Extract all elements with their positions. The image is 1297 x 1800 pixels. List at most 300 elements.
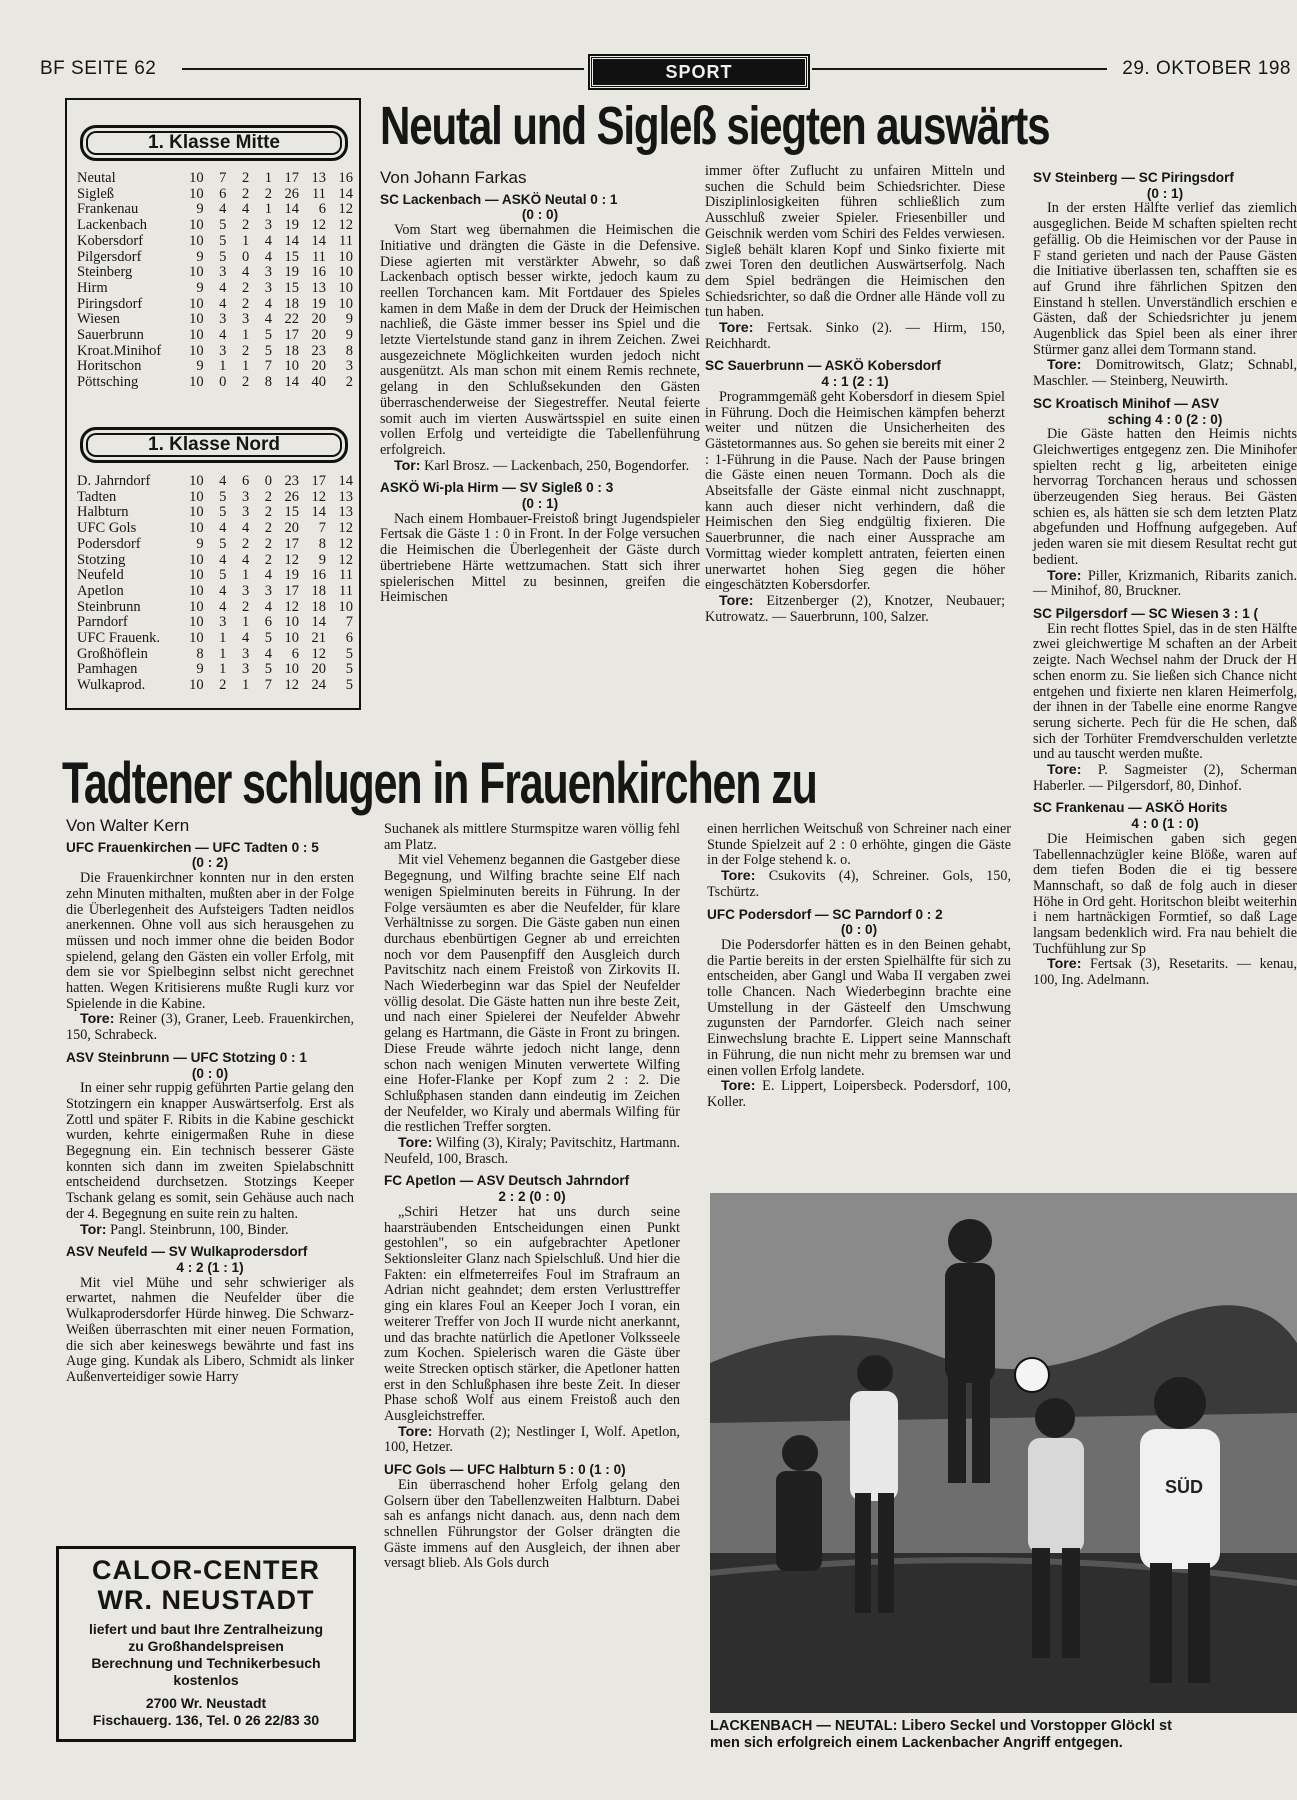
stat-cell: 3 (345, 358, 353, 375)
paragraph: In einer sehr ruppig geführten Partie gelang den Stotzingern ein knapper Auswärtserfolg. Erst als Zottl und später F. Ribits in die Kabine geschickt wurden, kehrte einigermaßen Ruhe in diese Begegnung ein. Ein technisch besserer Gäste konnten sich dann im zweiten Spielabschnitt entscheidend durchsetzen. Stotzings Keeper Tschank gelang es somit, sein Gehäuse auch nach der 4. Begegnung en suite rein zu halten. (66, 1080, 354, 1222)
scorers-label: Tore: (721, 1078, 756, 1095)
league-row (77, 281, 353, 297)
league-row (77, 171, 353, 187)
scorers-text: Karl Brosz. — Lackenbach, 250, Bogendorfer. (424, 457, 690, 474)
team-name: Podersdorf (77, 535, 141, 552)
league-row (77, 615, 353, 631)
match-score: 4 : 1 (2 : 1) (821, 374, 889, 390)
stat-cell: 14 (338, 473, 353, 489)
match-score: sching 4 : 0 (2 : 0) (1107, 411, 1223, 427)
scorers-line (384, 1425, 680, 1456)
stat-cell: 0 (241, 248, 250, 265)
stat-cell: 23 (311, 342, 326, 359)
stat-cell: 5 (264, 327, 272, 344)
stat-cell: 7 (345, 614, 353, 631)
stat-cell: 9 (196, 535, 204, 552)
stat-cell: 2 (264, 504, 272, 521)
match-heading: UFC Gols — UFC Halbturn 5 : 0 (1 : 0) (384, 1462, 626, 1478)
stat-cell: 6 (291, 645, 299, 662)
stat-cell: 5 (219, 535, 227, 552)
stat-cell: 8 (345, 342, 353, 359)
stat-cell: 9 (345, 311, 353, 328)
match-score: (0 : 1) (1146, 185, 1184, 201)
league-row (77, 662, 353, 678)
ad-line-3: liefert und baut Ihre Zentralheizung (88, 1621, 324, 1637)
stat-cell: 5 (264, 342, 272, 359)
stat-cell: 10 (189, 551, 204, 568)
stat-cell: 9 (196, 358, 204, 375)
scorers-line (384, 1136, 680, 1167)
team-name: Großhöflein (77, 645, 148, 662)
header-rule-left (182, 68, 584, 70)
scorers-label: Tore: (80, 1011, 115, 1028)
match-heading: ASKÖ Wi-pla Hirm — SV Sigleß 0 : 3 (380, 480, 614, 496)
league-nord-title: 1. Klasse Nord (80, 427, 348, 463)
scorers-text: P. Sagmeister (2), Scherman Haberler. — Pilgersdorf, 80, Dinhof. (1033, 762, 1297, 794)
article2-headline: Tadtener schlugen in Frauenkirchen zu (62, 751, 817, 816)
stat-cell: 4 (219, 201, 227, 218)
paragraph: Die Gäste hatten den Heimis nichts Gleichwertiges entgegenz zen. Die Minihofer spielten recht g lig, arbeiteten einige hervorrag Torchancen heraus und schossen überzeugenden Sieg heraus. Bei Gästen schien es, als hätten sie sch dem letzten Platz abgefunden und Hoffnung aufgegeben. Auf jeden waren sie mit diesem Resultat recht gut bedient. (1033, 426, 1297, 568)
article2-column-2 (384, 822, 680, 1572)
stat-cell: 17 (284, 582, 299, 599)
stat-cell: 3 (241, 488, 250, 505)
paragraph: Vom Start weg übernahmen die Heimischen die Initiative und drängten die Gäste in die Defensive. Diese agierten mit verstärkter Abwehr, so daß Lackenbach optisch besser wirkte, jedoch kaum zu reellen Torchancen kam. Mit Fortdauer des Spieles kamen in dem Maße in dem der Druck der Heimischen nachließ, die Gäste immer besser ins Spiel und die letzte Viertelstunde stand ganz in ihrem Zeichen. Zwei ausgezeichnete Möglichkeiten wurden jedoch nicht ausgenützt. Als man schon mit einem Remis rechnete, gelang in den Schlußsekunden den Gästen überraschenderweise der Siegestreffer. Neutal feierte somit auch im vierten Auswärtsspiel en suite einen vollen Erfolg und verteidigte die Tabellenführung erfolgreich. (380, 222, 700, 458)
stat-cell: 4 (264, 567, 272, 584)
stat-cell: 3 (241, 504, 250, 521)
stat-cell: 17 (284, 327, 299, 344)
stat-cell: 40 (311, 374, 326, 391)
stat-cell: 10 (338, 295, 353, 312)
stat-cell: 20 (284, 520, 299, 537)
stat-cell: 17 (311, 473, 326, 489)
team-name: UFC Frauenk. (77, 630, 160, 647)
stat-cell: 18 (311, 598, 326, 615)
team-name: Tadten (77, 488, 117, 505)
team-name: Steinberg (77, 264, 133, 281)
match-score: (0 : 0) (521, 207, 559, 223)
stat-cell: 4 (241, 264, 250, 281)
caption-line-2: men sich erfolgreich einem Lackenbacher Angriff entgegen. (710, 1735, 1123, 1751)
stat-cell: 1 (264, 201, 272, 218)
stat-cell: 8 (264, 374, 272, 391)
team-name: Halbturn (77, 504, 129, 521)
stat-cell: 0 (264, 473, 272, 489)
page-label: BF SEITE 62 (40, 58, 157, 79)
ad-line-2: WR. NEUSTADT (97, 1585, 315, 1615)
header-rule-right (812, 68, 1107, 70)
stat-cell: 5 (219, 248, 227, 265)
stat-cell: 26 (284, 185, 299, 202)
stat-cell: 1 (219, 661, 227, 678)
league-row (77, 265, 353, 281)
stat-cell: 1 (264, 170, 272, 186)
stat-cell: 4 (219, 279, 227, 296)
stat-cell: 3 (241, 582, 250, 599)
paragraph: Die Frauenkirchner konnten nur in den ersten zehn Minuten mithalten, mußten aber in der Folge die Überlegenheit des Aufsteigers Tadten neidlos anerkennen. Ohne voll aus sich herausgehen zu müssen und noch immer ohne die beiden Bodor spielend, gelang den Gästen ein voller Erfolg, mit dem sie vor Spielbeginn selbst nicht gerechnet hatten. Wegen Kritisierens mußte Rugli kurz vor Spielende in die Kabine. (66, 870, 354, 1012)
scorers-label: Tore: (398, 1423, 433, 1440)
team-name: Pilgersdorf (77, 248, 142, 265)
match-heading: SC Pilgersdorf — SC Wiesen 3 : 1 ( (1033, 605, 1258, 621)
stat-cell: 2 (241, 535, 250, 552)
stat-cell: 1 (241, 614, 250, 631)
stat-cell: 15 (284, 279, 299, 296)
scorers-text: Eitzenberger (2), Knotzer, Neubauer; Kutrowatz. — Sauerbrunn, 100, Salzer. (705, 592, 1006, 625)
stat-cell: 19 (311, 295, 326, 312)
stat-cell: 10 (189, 473, 204, 489)
stat-cell: 2 (264, 520, 272, 537)
stat-cell: 9 (345, 327, 353, 344)
stat-cell: 2 (241, 170, 250, 186)
stat-cell: 10 (189, 170, 204, 186)
league-row (77, 328, 353, 344)
stat-cell: 4 (241, 201, 250, 218)
stat-cell: 18 (311, 582, 326, 599)
stat-cell: 10 (284, 630, 299, 647)
league-row (77, 234, 353, 250)
stat-cell: 4 (264, 295, 272, 312)
stat-cell: 5 (219, 504, 227, 521)
team-name: Pöttsching (77, 374, 139, 391)
stat-cell: 3 (264, 264, 272, 281)
stat-cell: 10 (189, 614, 204, 631)
stat-cell: 16 (311, 567, 326, 584)
stat-cell: 2 (241, 217, 250, 234)
league-row (77, 218, 353, 234)
stat-cell: 3 (264, 582, 272, 599)
stat-cell: 6 (241, 473, 250, 489)
team-name: Kroat.Minihof (77, 342, 162, 359)
league-row (77, 537, 353, 553)
scorers-line (707, 1079, 1011, 1110)
scorers-label: Tore: (721, 868, 756, 885)
stat-cell: 20 (311, 327, 326, 344)
scorers-line (1033, 358, 1297, 389)
article2-column-3 (707, 822, 1011, 1111)
stat-cell: 10 (189, 630, 204, 647)
league-row (77, 202, 353, 218)
team-name: Wulkaprod. (77, 677, 146, 694)
stat-cell: 10 (338, 264, 353, 281)
stat-cell: 17 (284, 170, 299, 186)
team-name: Neutal (77, 170, 116, 186)
stat-cell: 0 (219, 374, 227, 391)
league-row (77, 474, 353, 490)
ad-line-6: kostenlos (173, 1672, 239, 1688)
stat-cell: 26 (284, 488, 299, 505)
stat-cell: 10 (189, 677, 204, 694)
stat-cell: 22 (284, 311, 299, 328)
stat-cell: 10 (189, 504, 204, 521)
team-name: D. Jahrndorf (77, 473, 151, 489)
scorers-line (1033, 957, 1297, 988)
stat-cell: 12 (338, 217, 353, 234)
stat-cell: 2 (264, 488, 272, 505)
caption-text: Libero Seckel und Vorstopper Glöckl st (901, 1718, 1172, 1734)
team-name: Neufeld (77, 567, 124, 584)
stat-cell: 2 (241, 374, 250, 391)
stat-cell: 2 (241, 342, 250, 359)
scorers-label: Tore: (719, 320, 754, 337)
match-heading: UFC Frauenkirchen — UFC Tadten 0 : 5 (66, 839, 319, 855)
stat-cell: 14 (311, 614, 326, 631)
team-name: Sauerbrunn (77, 327, 144, 344)
stat-cell: 11 (339, 567, 353, 584)
calor-center-ad (56, 1546, 356, 1742)
league-row (77, 490, 353, 506)
stat-cell: 1 (241, 358, 250, 375)
stat-cell: 10 (189, 582, 204, 599)
league-row (77, 187, 353, 203)
stat-cell: 10 (189, 374, 204, 391)
stat-cell: 7 (318, 520, 326, 537)
match-score: 2 : 2 (0 : 0) (498, 1189, 566, 1205)
stat-cell: 17 (284, 535, 299, 552)
stat-cell: 4 (264, 598, 272, 615)
stat-cell: 15 (284, 248, 299, 265)
scorers-label: Tore: (719, 592, 754, 609)
paragraph: einen herrlichen Weitschuß von Schreiner nach einer Stunde Spielzeit auf 2 : 0 erhöhte, gingen die Gäste in der Folge stehend k. o. (707, 821, 1011, 869)
article1-column-2 (705, 164, 1005, 625)
stat-cell: 7 (264, 677, 272, 694)
scorers-text: Piller, Krizmanich, Ribarits zanich. — Minihof, 80, Bruckner. (1033, 567, 1297, 600)
ad-line-5: Berechnung und Technikerbesuch (91, 1655, 321, 1671)
scorers-text: Fertsak (3), Resetarits. — kenau, 100, Ing. Adelmann. (1033, 956, 1297, 989)
league-mitte-table (77, 171, 353, 391)
stat-cell: 3 (219, 614, 227, 631)
league-row (77, 631, 353, 647)
stat-cell: 10 (189, 342, 204, 359)
paragraph: Mit viel Mühe und sehr schwieriger als erwartet, nahmen die Neufelder über die Wulkaprodersdorfer Hürde hinweg. Die Schwarz-Weißen überraschten mit einer neuen Formation, die sich aber keineswegs bewährte und fast ins Auge ging. Kundak als Libero, Schmidt als linker Außenverteidiger sowie Harry (66, 1274, 354, 1385)
stat-cell: 16 (311, 264, 326, 281)
league-row (77, 553, 353, 569)
stat-cell: 2 (241, 598, 250, 615)
paragraph: Die Podersdorfer hätten es in den Beinen gehabt, die Partie bereits in der ersten Spielhälfte für sich zu entscheiden, aber Gangl und Waba II vergaben zwei tolle Chancen. Nach Wiederbeginn brachte eine Umstellung in der Gästeelf den Umschwung zugunsten der Parndorfer. Gleich nach seiner Einwechslung brachte E. Lippert seine Mannschaft in Führung, die nun nicht mehr zu bremsen war und einen vollen Erfolg landete. (707, 936, 1011, 1079)
stat-cell: 2 (241, 279, 250, 296)
section-label: SPORT (590, 56, 808, 88)
stat-cell: 10 (189, 295, 204, 312)
team-name: Wiesen (77, 311, 120, 328)
stat-cell: 4 (219, 598, 227, 615)
team-name: Sigleß (77, 185, 115, 202)
league-row (77, 505, 353, 521)
league-nord-table (77, 474, 353, 694)
stat-cell: 3 (219, 342, 227, 359)
stat-cell: 21 (311, 630, 326, 647)
stat-cell: 3 (241, 645, 250, 662)
article1-column-3 (1033, 164, 1297, 989)
league-row (77, 584, 353, 600)
photo-caption (710, 1718, 1297, 1752)
stat-cell: 10 (284, 614, 299, 631)
article1-byline: Von Johann Farkas (380, 168, 527, 187)
article1-column-1 (380, 170, 700, 606)
match-heading: ASV Neufeld — SV Wulkaprodersdorf (66, 1244, 308, 1260)
stat-cell: 19 (284, 567, 299, 584)
stat-cell: 13 (311, 279, 326, 296)
scorers-label: Tore: (1047, 567, 1082, 584)
stat-cell: 5 (219, 232, 227, 249)
scorers-line (1033, 763, 1297, 794)
stat-cell: 1 (241, 327, 250, 344)
paragraph: Suchanek als mittlere Sturmspitze waren völlig fehl am Platz. (384, 821, 680, 853)
article1-headline: Neutal und Sigleß siegten auswärts (380, 96, 1050, 156)
stat-cell: 12 (284, 598, 299, 615)
stat-cell: 10 (338, 248, 353, 265)
stat-cell: 9 (196, 279, 204, 296)
league-row (77, 312, 353, 328)
stat-cell: 6 (345, 630, 353, 647)
stat-cell: 3 (241, 661, 250, 678)
match-score: (0 : 1) (521, 496, 559, 512)
match-score: 4 : 0 (1 : 0) (1131, 816, 1199, 832)
stat-cell: 24 (311, 677, 326, 694)
stat-cell: 2 (264, 535, 272, 552)
stat-cell: 18 (284, 342, 299, 359)
scorers-line (707, 869, 1011, 900)
league-row (77, 250, 353, 266)
stat-cell: 4 (219, 520, 227, 537)
paragraph: Ein recht flottes Spiel, das in de sten Hälfte zwei gleichwertige M schaften an der Arbeit zeigte. Nach Wechsel nahm der Druck der H schen enorm zu. Sie ließen sich Chance nicht entgehen und fixierte nen klaren Heimerfolg, der ihnen in der Tabelle eine enorme Rangve serung sicherte. Pech für die He schen, daß sich der Torhüter Fremdverschulden verletzte und au tauscht werden mußte. (1033, 620, 1297, 763)
match-score: (0 : 0) (191, 1065, 229, 1081)
stat-cell: 5 (345, 645, 353, 662)
scorers-label: Tore: (398, 1135, 433, 1152)
scorers-text: E. Lippert, Loipersbeck. Podersdorf, 100, Koller. (707, 1078, 1011, 1110)
stat-cell: 10 (284, 358, 299, 375)
jersey-text: SÜD (1165, 1477, 1204, 1497)
team-name: Kobersdorf (77, 232, 144, 249)
match-score: 4 : 2 (1 : 1) (176, 1259, 244, 1275)
match-heading: FC Apetlon — ASV Deutsch Jahrndorf (384, 1173, 630, 1189)
match-heading: SC Lackenbach — ASKÖ Neutal 0 : 1 (380, 191, 618, 207)
paragraph: Nach einem Hombauer-Freistoß bringt Jugendspieler Fertsak die Gäste 1 : 0 in Front. In der Folge versuchen die Heimischen die Überlegenheit der Gäste durch übertriebene Härte wettzumachen. Statt sich ihrer spielerischen Mittel zu besinnen, greifen die Heimischen (380, 510, 700, 606)
league-row (77, 521, 353, 537)
stat-cell: 10 (338, 598, 353, 615)
stat-cell: 11 (311, 185, 326, 202)
team-name: Piringsdorf (77, 295, 143, 312)
stat-cell: 18 (284, 295, 299, 312)
stat-cell: 13 (311, 170, 326, 186)
stat-cell: 13 (338, 504, 353, 521)
team-name: Parndorf (77, 614, 128, 631)
stat-cell: 2 (264, 551, 272, 568)
stat-cell: 9 (196, 661, 204, 678)
stat-cell: 1 (241, 567, 250, 584)
stat-cell: 10 (189, 311, 204, 328)
stat-cell: 10 (189, 185, 204, 202)
team-name: Frankenau (77, 201, 139, 218)
article2-column-1 (66, 818, 354, 1386)
stat-cell: 2 (264, 185, 272, 202)
stat-cell: 6 (264, 614, 272, 631)
stat-cell: 4 (264, 232, 272, 249)
stat-cell: 14 (284, 201, 299, 218)
stat-cell: 4 (241, 551, 250, 568)
stat-cell: 3 (219, 311, 227, 328)
stat-cell: 11 (311, 248, 326, 265)
stat-cell: 12 (338, 551, 353, 568)
stat-cell: 10 (284, 661, 299, 678)
football-icon (1015, 1358, 1049, 1392)
stat-cell: 5 (219, 567, 227, 584)
scorers-text: Pangl. Steinbrunn, 100, Binder. (110, 1221, 289, 1238)
scorers-label: Tore: (1047, 956, 1082, 973)
stat-cell: 10 (189, 232, 204, 249)
paragraph: Ein überraschend hoher Erfolg gelang den Golsern über den Tabellenzweiten Halbturn. Dabei sah es anfangs nicht danach. aus, denn nach dem schnellen Führungstor der Golser drängten die Gäste immens auf den Ausgleich, der ihnen aber versagt blieb. Als Gols durch (384, 1476, 680, 1572)
stat-cell: 5 (345, 661, 353, 678)
ad-line-8: Fischauerg. 136, Tel. 0 26 22/83 30 (92, 1712, 320, 1728)
stat-cell: 4 (219, 582, 227, 599)
scorers-line (705, 321, 1005, 352)
stat-cell: 5 (345, 677, 353, 694)
scorers-text: Fertsak. Sinko (2). — Hirm, 150, Reichhardt. (705, 320, 1006, 352)
stat-cell: 4 (219, 327, 227, 344)
stat-cell: 1 (219, 630, 227, 647)
stat-cell: 4 (219, 551, 227, 568)
stat-cell: 19 (284, 264, 299, 281)
paragraph: Die Heimischen gaben sich gegen Tabellennachzügler keine Blöße, waren auf dem tiefen Boden die ei tig bessere Mannschaft, so daß de folg auch in dieser Höhe in Ord geht. Horitschon bleibt weiterhin i nem hartnäckigen Formtief, so daß Lage langsam bedenklich wird. Fra nau behielt die Tuchfühlung zur Sp (1033, 830, 1297, 957)
stat-cell: 8 (196, 645, 204, 662)
match-heading: ASV Steinbrunn — UFC Stotzing 0 : 1 (66, 1049, 307, 1065)
league-row (77, 344, 353, 360)
stat-cell: 14 (284, 232, 299, 249)
scorers-label: Tor: (80, 1221, 107, 1238)
stat-cell: 5 (264, 630, 272, 647)
league-row (77, 647, 353, 663)
stat-cell: 23 (284, 473, 299, 489)
stat-cell: 2 (241, 295, 250, 312)
stat-cell: 14 (284, 374, 299, 391)
team-name: Apetlon (77, 582, 124, 599)
article2-byline: Von Walter Kern (66, 816, 190, 835)
scorers-line (1033, 569, 1297, 600)
stat-cell: 3 (264, 279, 272, 296)
scorers-text: Csukovits (4), Schreiner. Gols, 150, Tschürtz. (707, 868, 1012, 900)
caption-bold: LACKENBACH — NEUTAL: (710, 1718, 898, 1734)
stat-cell: 20 (311, 661, 326, 678)
league-row (77, 678, 353, 694)
stat-cell: 1 (219, 358, 227, 375)
stat-cell: 4 (264, 311, 272, 328)
league-row (77, 375, 353, 391)
match-score: (0 : 0) (840, 922, 878, 938)
league-row (77, 297, 353, 313)
football-scene-illustration (710, 1193, 1297, 1713)
paragraph: In der ersten Hälfte verlief das ziemlich ausgeglichen. Beide M schaften spielten recht gefällig. Ob die Heimischen vor der Pause in F stand gerieten und nach der Pause Gästen die Initiative überlassen ten, schafften sie es auf Grund ihre fährlichen Spitzen den Einstand h stellen. Unverständlich erschien e Gästen, daß der Schiedsrichter ju jenem Augenblick das Spiel been als einer ihrer Stürmer ganz allei dem Tormann stand. (1033, 200, 1297, 358)
stat-cell: 12 (284, 677, 299, 694)
stat-cell: 3 (219, 264, 227, 281)
stat-cell: 9 (196, 248, 204, 265)
stat-cell: 14 (311, 504, 326, 521)
stat-cell: 5 (219, 488, 227, 505)
paragraph: Mit viel Vehemenz begannen die Gastgeber diese Begegnung, und Wilfing brachte seine Elf nach wenigen Spielminuten bereits in Führung. In der Folge versäumten es aber die Neufelder, für klare Verhältnisse zu sorgen. Die Gäste gaben nun einen durchaus ebenbürtigen Gegner ab und erreichten noch vor dem Pausenpfiff den Ausgleich durch Pavitschitz nach einem Freistoß von Zirkovits II. Nach Wiederbeginn war das Spiel der Neufelder völlig desolat. Die Gäste hatten nun ihre beste Zeit, und nach einer Spielerei der Neufelder Abwehr gelang es Hartmann, die Gäste in Front zu bringen. Diese Freude währte jedoch nicht lange, denn schon nach wenigen Minuten verwertete Wilfing eine Hofer-Flanke per Kopf zum 2 : 2. Die Schlußphasen standen dann eindeutig im Zeichen der Neufelder, wo Kiraly und abermals Wilfing für die restlichen Treffer sorgten. (384, 852, 680, 1136)
ad-line-7: 2700 Wr. Neustadt (145, 1695, 267, 1711)
stat-cell: 4 (219, 473, 227, 489)
stat-cell: 2 (219, 677, 227, 694)
paragraph: „Schiri Hetzer hat uns durch seine haarsträubenden Entscheidungen einen Punkt gestohlen", so ein aufgebrachter Apetloner Sektionsleiter Glanz nach Spielschluß. Und hier die Fakten: ein elfmeterreifes Foul im Strafraum an Adrian nicht geahndet; dem ersten Verlusttreffer ging ein klares Foul an Keeper Joch I voran, ein weiterer Treffer von Joch II wurde nicht anerkannt, und das brachte natürlich die Apetloner Volksseele zum Kochen. Spielerisch waren die Gäste über weite Strecken optisch stärker, die Apetloner hatten erst in den Schlußphasen ihre beste Zeit. In dieser Phase schoß Wolf aus einem Freistoß auch den Ausgleichstreffer. (384, 1203, 680, 1425)
team-name: Horitschon (77, 358, 142, 375)
stat-cell: 6 (318, 201, 326, 218)
stat-cell: 10 (189, 264, 204, 281)
stat-cell: 13 (338, 488, 353, 505)
ad-line-1: CALOR-CENTER (92, 1555, 320, 1585)
league-mitte-title: 1. Klasse Mitte (80, 125, 348, 161)
stat-cell: 15 (284, 504, 299, 521)
stat-cell: 10 (338, 279, 353, 296)
scorers-line (380, 459, 700, 475)
stat-cell: 14 (338, 185, 353, 202)
league-row (77, 568, 353, 584)
paragraph: Programmgemäß geht Kobersdorf in diesem Spiel in Führung. Doch die Heimischen kämpfen beherzt weiter und nützen die Unsicherheiten des Gästetormannes aus. So gehen sie bereits mit einer 2 : 1-Führung in die Pause. Nach der Pause bringen die Gäste einen neuen Tormann. Doch als die Abseitsfalle der Gäste einmal nicht zuschnappt, kann auch dieser nicht verhindern, daß die Heimischen den Sieg endgültig fixieren. Die Sauerbrunner, die nach einer Aussprache am Vormittag wieder komplett antraten, feierten einen unerwartet hohen Sieg gegen die höher eingeschätzten Kobersdorfer. (705, 388, 1005, 594)
